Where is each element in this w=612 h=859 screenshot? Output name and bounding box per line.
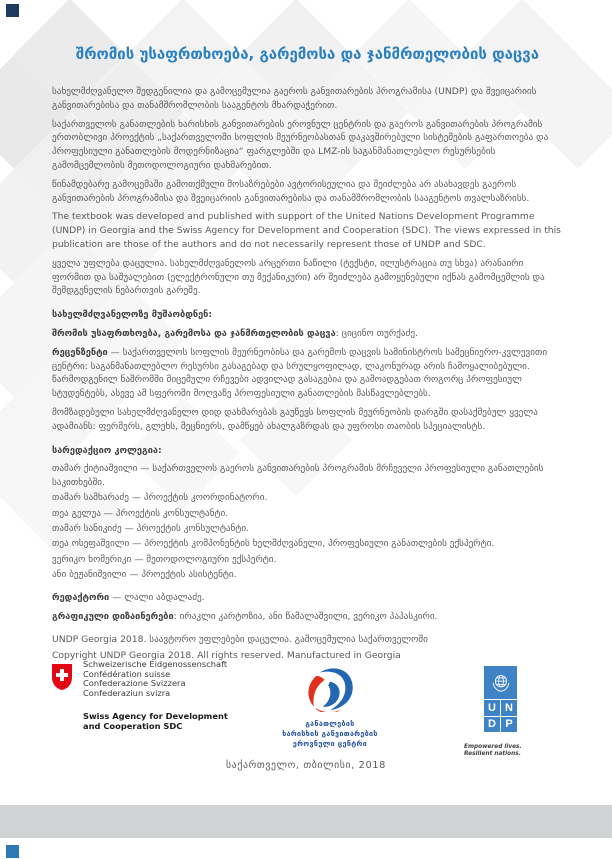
swiss-line: Schweizerische Eidgenossenschaft — [83, 659, 228, 669]
undp-logo — [464, 666, 522, 758]
editorial-member: ანი ბეჟანიშვილი — პროექტის ასისტენტი. — [52, 568, 237, 580]
editorial-heading: სარედაქციო კოლეგია: — [52, 444, 162, 456]
swiss-agency-name: Swiss Agency for Development and Cooperation SDC — [83, 710, 228, 731]
page-title: შრომის უსაფრთხოება, გარემოსა და ჯანმრთელობის დაცვა — [75, 45, 540, 63]
editorial-member: თამარ სანიკიძე — პროექტის კონსულტანტი. — [52, 523, 249, 535]
corner-mark-top — [6, 4, 19, 17]
swiss-line: Confederaziun svizra — [83, 688, 171, 699]
undp-tagline: Empowered lives. Resilient nations. — [464, 744, 522, 758]
intro-paragraph-project: საქართველოს განათლების ხარისხის განვითარების ეროვნულ ცენტრის და გაეროს განვითარების პროგრამის ერთობლივი პროექტის „საქართველოში სოფლის მეურნეობასთან დაკავშირებული სისტემების გაფართოება და პროფესიული განათლების მოდერნიზაცია“ ფარგლებში და LMZ-ის საგანმანათლებლო რესურსების გამომცემლობის მეთოდოლოგიური დახმარებით. — [52, 118, 549, 171]
undp-letter-cell: P — [500, 717, 517, 733]
editorial-member: თეა ოსეფაშვილი — პროექტის კომპონენტის ხელმძღვანელი, პროფესიული განათლების ექსპერტი. — [52, 538, 495, 550]
swiss-sdc-logo — [52, 660, 228, 731]
credits-heading: სახელმძღვანელოზე მუშაობდნენ: — [52, 309, 213, 321]
un-emblem-icon — [484, 666, 517, 699]
undp-letter-cell: N — [500, 700, 517, 716]
undp-letter-cell: D — [488, 718, 496, 731]
colophon-content — [52, 0, 563, 668]
book-author: : ციცინო თურქაძე. — [335, 327, 418, 339]
intro-paragraph-support: სახელმძღვანელო შედგენილია და გამოცემულია გაეროს განვითარების პროგრამისა (UNDP) და შვეიცარიის განვითარებისა და თანამშრომლობის სააგენტოს მხარდაჭერით. — [52, 86, 537, 111]
reviewer-label: რეცენზენტი — [52, 346, 108, 358]
swiss-line: Confederazione Svizzera — [83, 678, 186, 689]
intro-paragraph-views: წინამდებარე გამოცემაში გამოთქმული მოსაზრებები ავტორისეულია და შეიძლება არ ასახავდეს გაეროს განვითარების პროგრამისა და შვეიცარიის განვითარებისა და თანამშრომლობის სააგენტოს თვალსაზრისს. — [52, 178, 530, 204]
publication-location: საქართველო, თბილისი, 2018 — [226, 760, 386, 771]
designers-names: : ირაკლი კარტოზია, ანი წამალაშვილი, ვერიკო პაპასკირი. — [173, 610, 438, 622]
swiss-shield-icon — [52, 664, 72, 690]
editorial-member: თეა გელუა — პროექტის კონსულტანტი. — [52, 507, 229, 519]
editorial-member: თამარ სამხარაძე — პროექტის კოორდინატორი. — [52, 492, 268, 504]
undp-letter-row — [484, 716, 517, 733]
intro-paragraph-rights: ყველა უფლება დაცულია. სახელმძღვანელოს არცერთი ნაწილი (ტექსტი, ილუსტრაცია თუ სხვა) არანაირი ფორმით და საშუალებით (ელექტრონული თუ მექანიკური) არ შეიძლება გამოყენებული იქნას გამომცემლის და შემდგენელის ნებართვის გარეშე. — [52, 257, 545, 297]
copyright-english: Copyright UNDP Georgia 2018. All rights reserved. Manufactured in Georgia — [52, 649, 401, 661]
prepared-note: მომზადებული სახელმძღვანელო დიდ დახმარებას გაუწევს სოფლის მეურნეობის დარგში დასაქმებულ ყველა ადამიანს: ფერმერს, გლეხს, მეცნიერს, დამწყებ ახალგაზრდას და უფროსი თაობის სპეციალისტს. — [52, 406, 538, 432]
editor-label: რედაქტორი — [52, 591, 110, 603]
editorial-member: ვერიკო ხომერიკი — მეთოდოლოგიური ექსპერტი. — [52, 553, 277, 565]
intro-paragraph-english: The textbook was developed and published with support of the United Nations Development Programme (UNDP) in Georgia and the Swiss Agency for Development and Cooperation (SDC). The views expressed in this publication are those of the authors and do not necessarily represent those of UNDP and SDC. — [52, 211, 561, 250]
swiss-federation-lines — [83, 660, 228, 699]
undp-logo-box — [484, 666, 517, 732]
reviewer-text: — საქართველოს სოფლის მეურნეობისა და გარემოს დაცვის სამინისტროს სამეცნიერო-კვლევითი ცენტრი: საგანმანათლებლო რესურსი გასაგებად და სრულყოფილად, ლაკონურად არის ჩამოყალიბებული. წარმოდგენილ ნაშრომში მიცემული რჩევები ადვილად გასაგებია და გამოადგებათ როგორც პროფესიულ სტუდენტებს, ასევე ამ სფეროში მოღვაწე პროფესიული განათლების მასწავლებლებს. — [52, 346, 548, 400]
book-title-bold: შრომის უსაფრთხოება, გარემოსა და ჯანმრთელობის დაცვა — [52, 327, 336, 339]
eqe-center-logo — [245, 662, 415, 749]
editorial-member: თამარ ქიტიაშვილი — საქართველოს გაეროს განვითარების პროგრამის მრჩეველი პროფესიული განათლების საკითხებში. — [52, 463, 544, 489]
undp-letter-cell: U — [488, 701, 496, 714]
book-credit-line — [52, 327, 563, 341]
editor-name: — ლალი აბდალაძე. — [109, 591, 205, 603]
undp-letter-row — [484, 699, 517, 716]
copyright-georgian: UNDP Georgia 2018. საავტორო უფლებები დაცულია. გამოცემულია საქართველოში — [52, 634, 428, 646]
eqe-swoosh-icon — [302, 662, 358, 712]
swiss-line: Confédération suisse — [83, 668, 171, 679]
footer-band — [0, 805, 612, 838]
reviewer-line — [52, 346, 563, 401]
corner-mark-bottom — [6, 845, 19, 858]
editor-line — [52, 591, 563, 605]
designers-line — [52, 610, 563, 624]
designers-label: გრაფიკული დიზაინერები — [52, 610, 174, 622]
eqe-logo-text: განათლების ხარისხის განვითარების ეროვნული ცენტრი — [282, 720, 378, 748]
